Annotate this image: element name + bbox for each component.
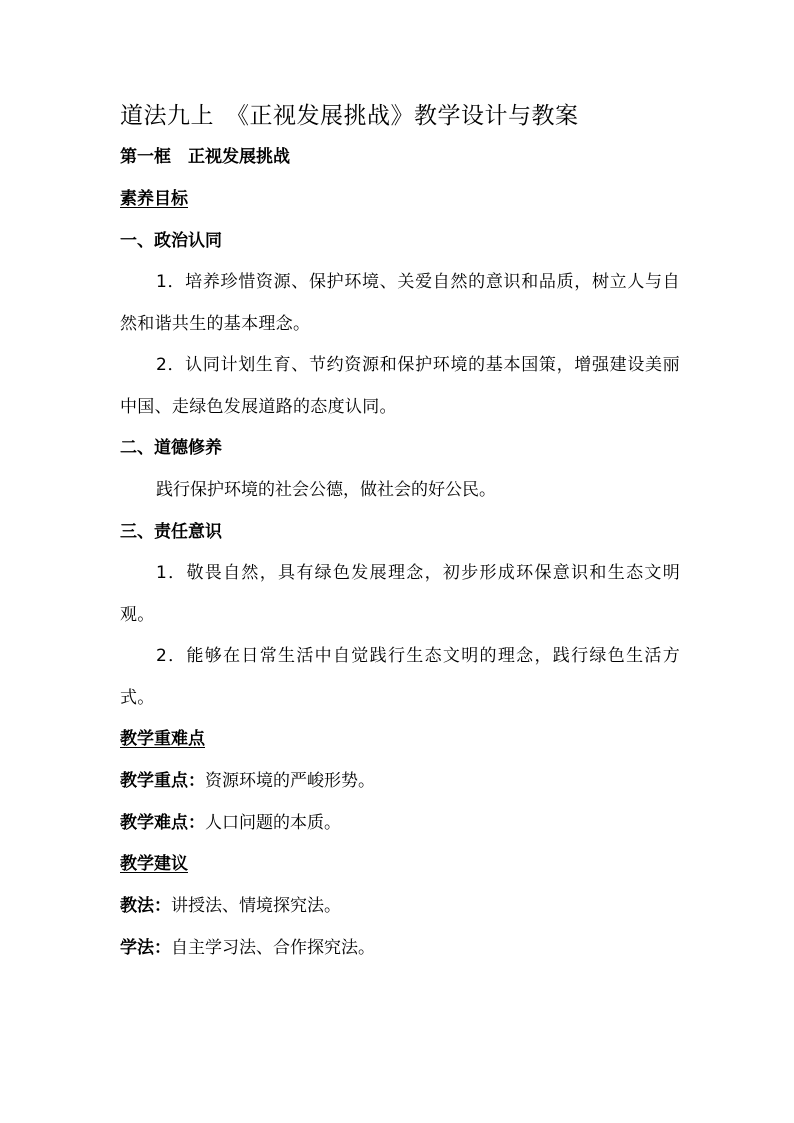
- learn-method-text: 自主学习法、合作探究法。: [171, 938, 375, 958]
- goal2-text: 践行保护环境的社会公德，做社会的好公民。: [156, 480, 496, 500]
- goal3-heading: 三、责任意识: [120, 522, 222, 542]
- learn-method-label: 学法：: [120, 938, 171, 958]
- goal1-item2: 2．认同计划生育、节约资源和保护环境的基本国策，增强建设美丽中国、走绿色发展道路的态度认同。: [120, 355, 680, 417]
- teach-method-label: 教法：: [120, 896, 171, 916]
- keypoint-row: [120, 769, 375, 793]
- teach-method-row: [120, 894, 341, 918]
- keypoints-heading: 教学重难点: [120, 729, 205, 749]
- learn-method-row: [120, 936, 375, 960]
- goal3-item1: 1．敬畏自然，具有绿色发展理念，初步形成环保意识和生态文明观。: [120, 563, 680, 625]
- suggestions-heading: 教学建议: [120, 854, 188, 874]
- section-heading: 第一框 正视发展挑战: [120, 147, 290, 167]
- difficulty-row: [120, 811, 341, 835]
- goals-heading: 素养目标: [120, 189, 188, 209]
- difficulty-text: 人口问题的本质。: [205, 813, 341, 833]
- goal1-heading: 一、政治认同: [120, 231, 222, 251]
- goal2-heading: 二、道德修养: [120, 438, 222, 458]
- difficulty-label: 教学难点：: [120, 813, 205, 833]
- goal1-item1: 1．培养珍惜资源、保护环境、关爱自然的意识和品质，树立人与自然和谐共生的基本理念。: [120, 272, 680, 334]
- keypoint-text: 资源环境的严峻形势。: [205, 771, 375, 791]
- goal3-item2: 2．能够在日常生活中自觉践行生态文明的理念，践行绿色生活方式。: [120, 646, 680, 708]
- keypoint-label: 教学重点：: [120, 771, 205, 791]
- document-title: 道法九上 《正视发展挑战》教学设计与教案: [120, 103, 579, 129]
- teach-method-text: 讲授法、情境探究法。: [171, 896, 341, 916]
